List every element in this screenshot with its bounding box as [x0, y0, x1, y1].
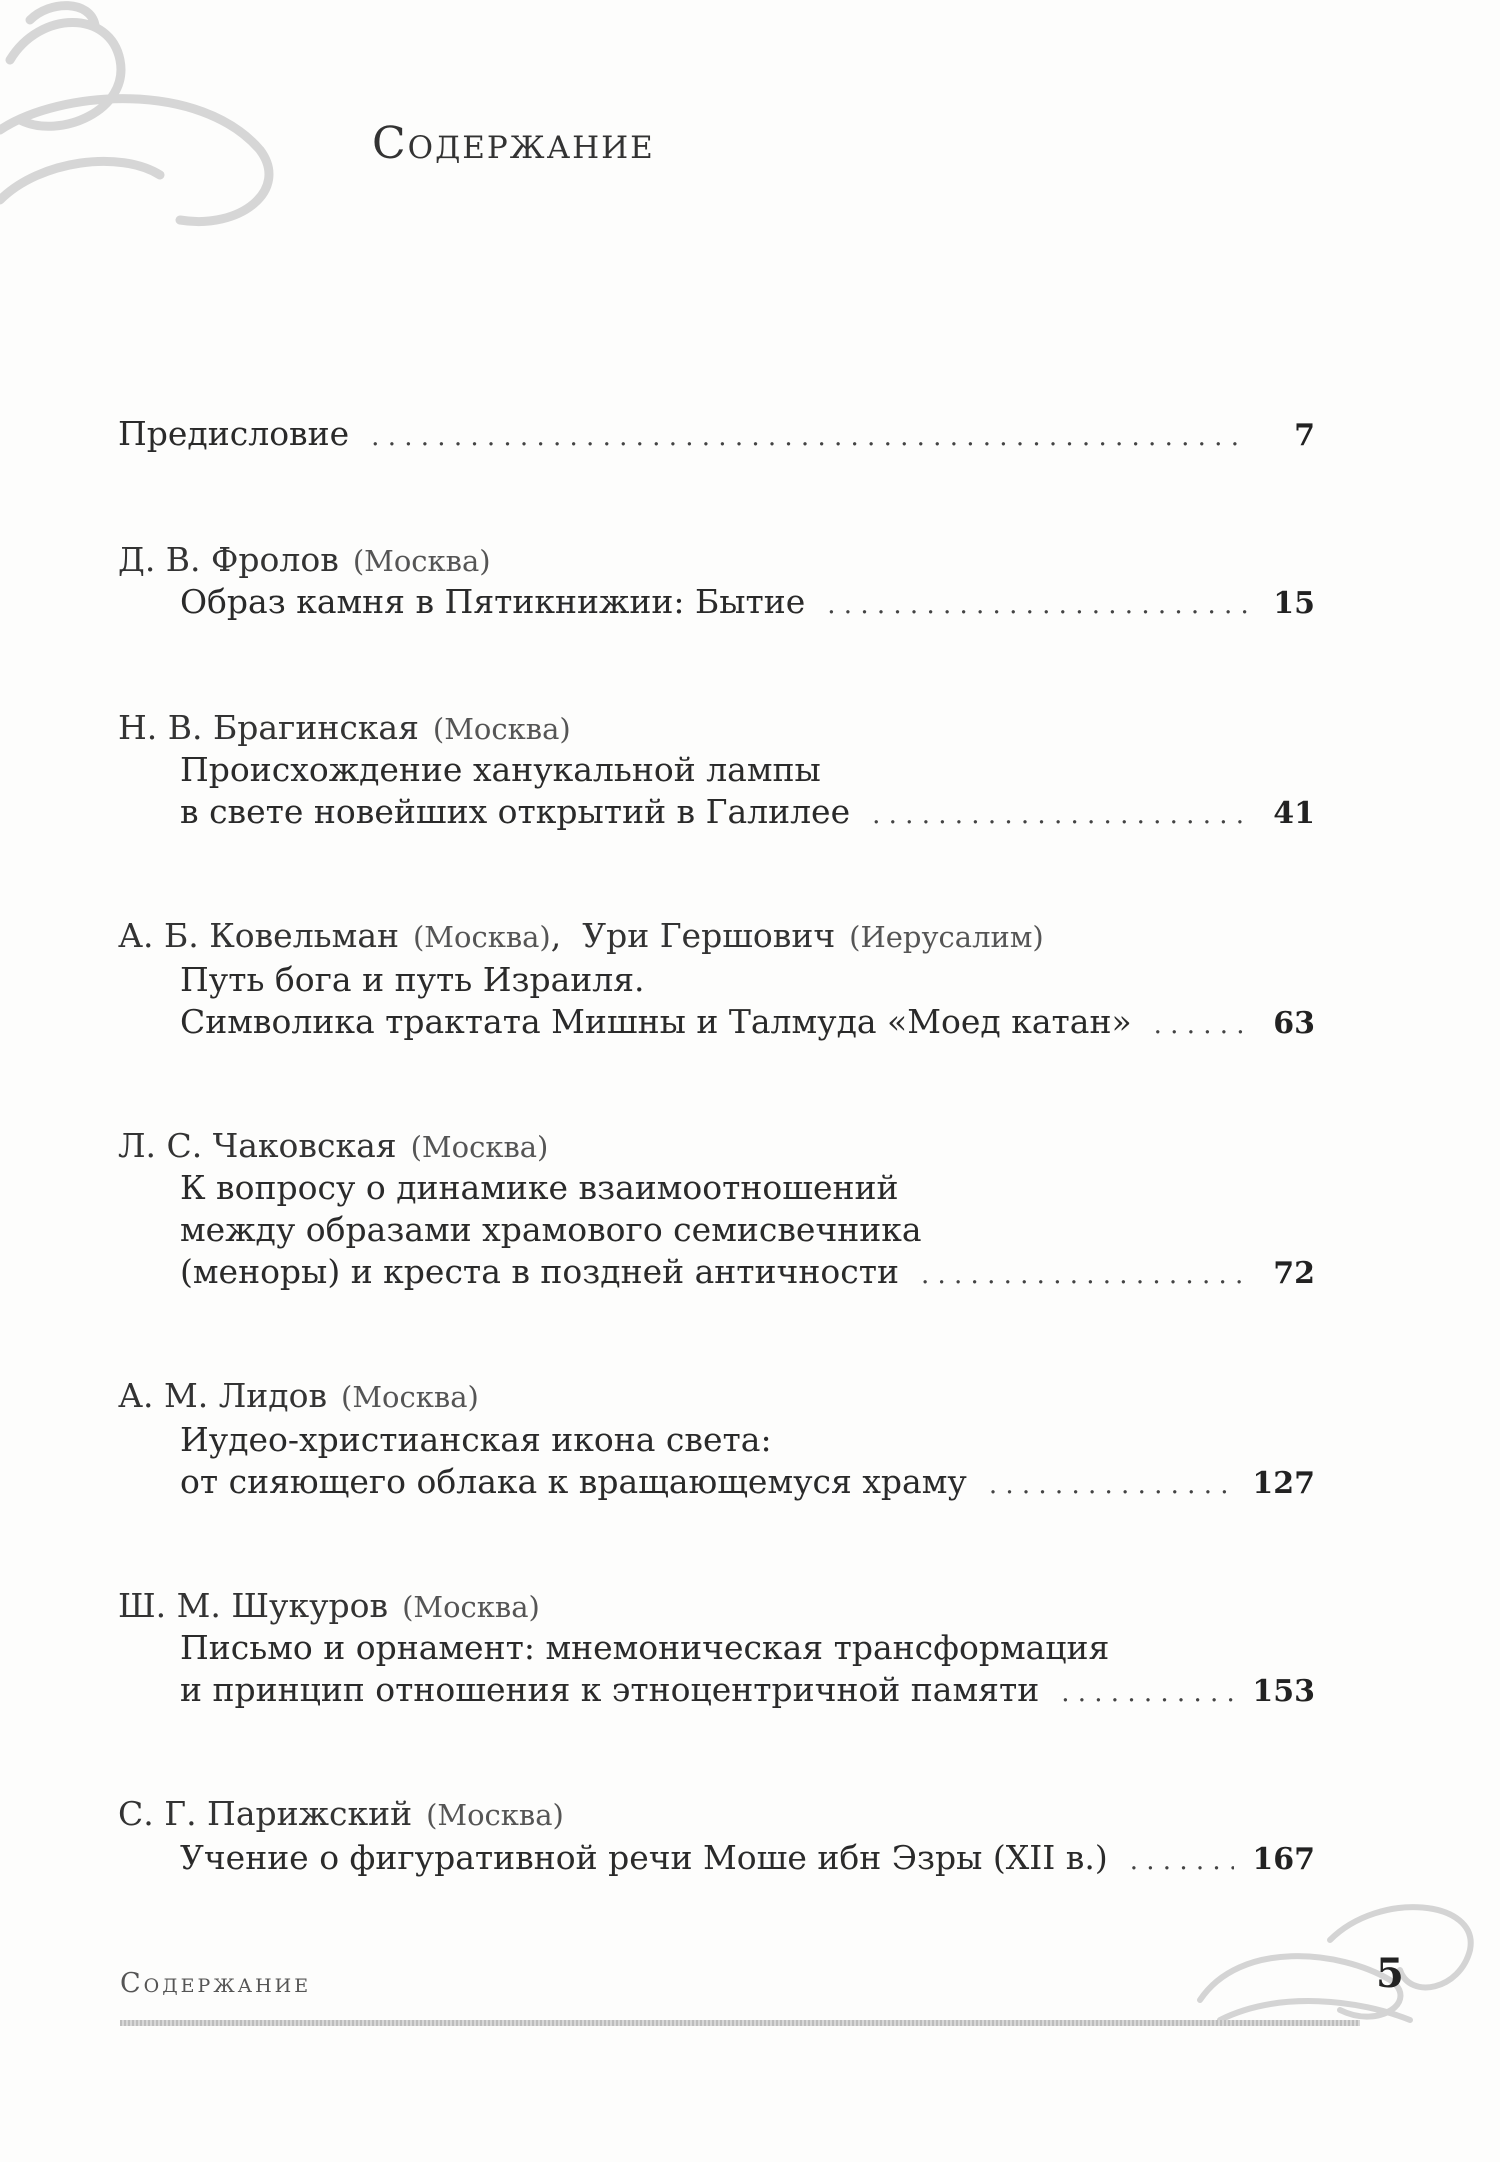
toc-author [118, 1586, 540, 1625]
author-city: (Москва) [412, 920, 551, 954]
toc-line [180, 582, 1315, 621]
toc-line-text: Иудео-христианская икона света: [180, 1420, 772, 1459]
toc-line [180, 1210, 1315, 1249]
toc-line-text: Учение о фигуративной речи Моше ибн Эзры (XII в.) [180, 1838, 1108, 1877]
toc-line-text: и принцип отношения к этноцентричной памяти [180, 1670, 1040, 1709]
author-name: Л. С. Чаковская [118, 1126, 397, 1165]
author-name: Д. В. Фролов [118, 540, 339, 579]
toc-page-number: 7 [1294, 418, 1315, 453]
leader-dots [921, 1260, 1247, 1290]
toc-page-number: 167 [1252, 1842, 1315, 1877]
author-name: С. Г. Парижский [118, 1794, 413, 1833]
leader-dots [1154, 1010, 1247, 1040]
toc-line-text: Символика трактата Мишны и Талмуда «Моед катан» [180, 1002, 1132, 1041]
toc-line-text: Письмо и орнамент: мнемоническая трансформация [180, 1628, 1110, 1667]
toc-line [180, 960, 1315, 999]
author-name: Ури Гершович [582, 916, 836, 955]
page-title: Содержание [372, 118, 655, 169]
toc-line-text: между образами храмового семисвечника [180, 1210, 922, 1249]
toc-page-number: 63 [1273, 1006, 1315, 1041]
toc-line-text: в свете новейших открытий в Галилее [180, 792, 851, 831]
page-number: 5 [1376, 1950, 1404, 1997]
toc-line-text: Путь бога и путь Израиля. [180, 960, 645, 999]
toc-line [180, 1420, 1315, 1459]
leader-dots [989, 1470, 1235, 1500]
toc-line-text: от сияющего облака к вращающемуся храму [180, 1462, 967, 1501]
author-city: (Москва) [402, 1590, 540, 1624]
author-name: Ш. М. Шукуров [118, 1586, 389, 1625]
toc-line [180, 1002, 1315, 1041]
toc-line [180, 750, 1315, 789]
toc-author [118, 1376, 479, 1415]
author-name: А. М. Лидов [118, 1376, 328, 1415]
toc-line [180, 1462, 1315, 1501]
author-city: (Иерусалим) [849, 920, 1044, 954]
toc-line [180, 1670, 1315, 1709]
toc-page-number: 127 [1252, 1466, 1315, 1501]
leader-dots [827, 590, 1247, 620]
toc-page-number: 41 [1273, 796, 1315, 831]
toc-line [180, 1628, 1315, 1667]
author-city: (Москва) [426, 1798, 564, 1832]
toc-author [118, 1126, 548, 1165]
footer-rule [120, 2020, 1360, 2026]
toc-page-number: 153 [1252, 1674, 1315, 1709]
toc-page-number: 15 [1273, 586, 1315, 621]
toc-line-text: Образ камня в Пятикнижии: Бытие [180, 582, 806, 621]
toc-line [118, 414, 1315, 453]
toc-line-text: Предисловие [118, 414, 350, 453]
toc-line [180, 1252, 1315, 1291]
running-footer-label: Содержание [120, 1968, 312, 1999]
author-city: (Москва) [432, 712, 571, 746]
toc-author [118, 540, 491, 579]
toc-author [118, 708, 571, 747]
leader-dots [872, 800, 1247, 830]
toc-page-number: 72 [1273, 1256, 1315, 1291]
author-city: (Москва) [352, 544, 491, 578]
leader-dots [1061, 1678, 1234, 1708]
toc-line-text: К вопросу о динамике взаимоотношений [180, 1168, 899, 1207]
leader-dots [371, 422, 1247, 452]
toc-line [180, 1168, 1315, 1207]
author-name: А. Б. Ковельман [118, 916, 399, 955]
toc-author [118, 1794, 564, 1833]
toc-line [180, 1838, 1315, 1877]
author-city: (Москва) [410, 1130, 549, 1164]
toc-line-text: Происхождение ханукальной лампы [180, 750, 821, 789]
author-name: Н. В. Брагинская [118, 708, 419, 747]
toc-author: А. Б. Ковельман (Москва), Ури Гершович (Иерусалим) [118, 916, 1044, 955]
leader-dots [1130, 1846, 1235, 1876]
toc-line-text: (меноры) и креста в поздней античности [180, 1252, 899, 1291]
toc-line [180, 792, 1315, 831]
author-city: (Москва) [341, 1380, 479, 1414]
decorative-flourish-icon [0, 0, 300, 300]
